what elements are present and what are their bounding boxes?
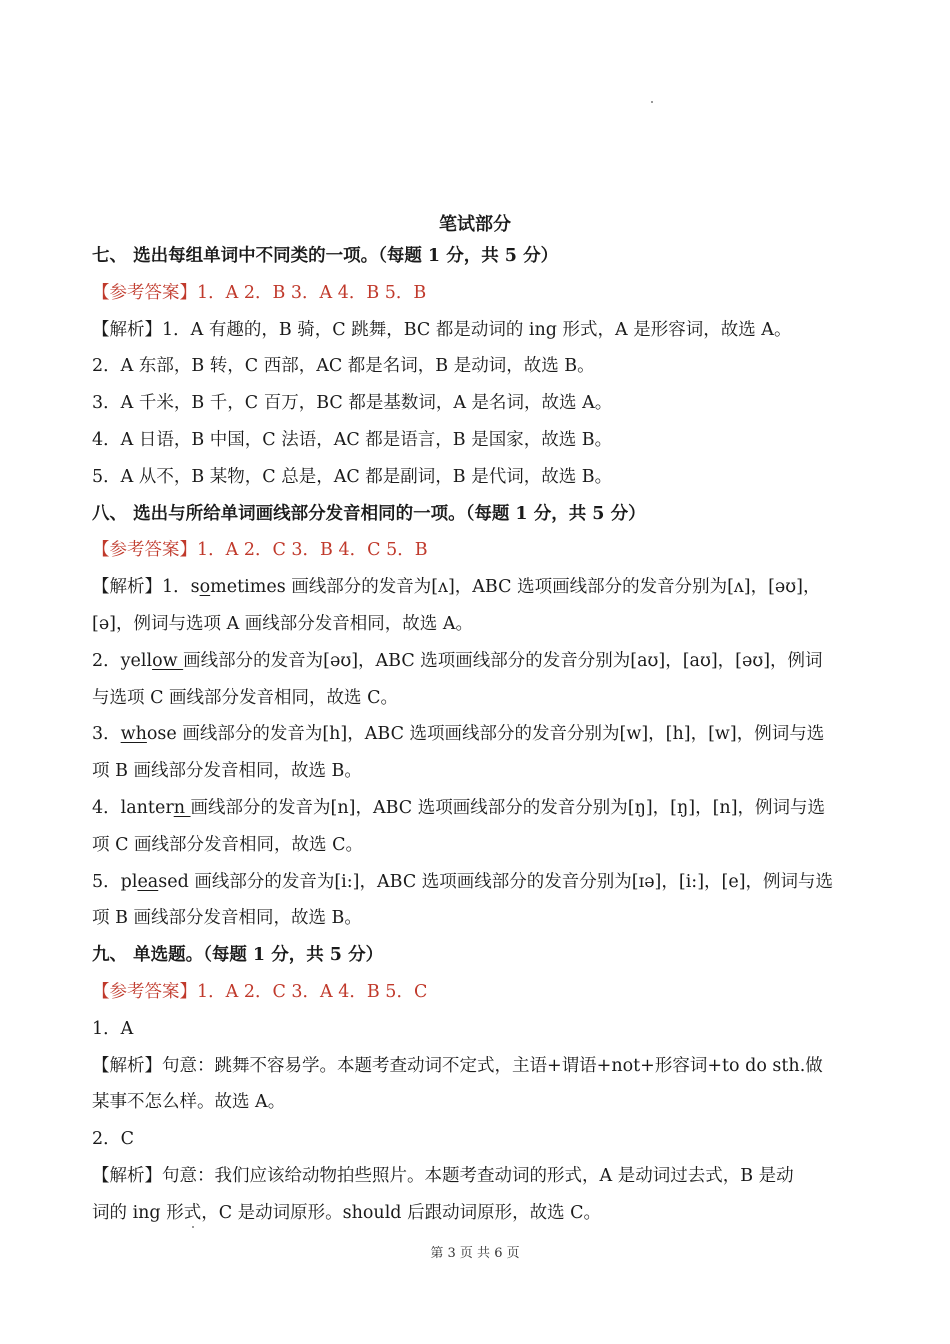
- q4-prefix: 4．lanter: [92, 797, 174, 818]
- section-9-heading: 九、 单选题。（每题 1 分，共 5 分）: [92, 945, 384, 966]
- speck-mark: [651, 101, 653, 103]
- section-8-q1: [92, 569, 862, 606]
- section-8-q1-cont: [ə]，例词与选项 A 画线部分发音相同，故选 A。: [92, 613, 473, 634]
- q1-underlined: o: [199, 577, 211, 598]
- section-8-q5-cont: 项 B 画线部分发音相同，故选 B。: [92, 908, 362, 929]
- q3-rest: 画线部分的发音为[h]，ABC 选项画线部分的发音分别为[w]，[h]，[w]，例词与选: [176, 724, 825, 745]
- section-9-line: 某事不怎么样。故选 A。: [92, 1092, 286, 1113]
- q5-prefix: 5．pl: [92, 871, 138, 892]
- q2-underlined: ow: [152, 650, 184, 671]
- section-8-heading: 八、 选出与所给单词画线部分发音相同的一项。（每题 1 分，共 5 分）: [92, 503, 646, 524]
- section-8-q2-cont: 与选项 C 画线部分发音相同，故选 C。: [92, 687, 398, 708]
- q5-word-rest: sed: [158, 871, 189, 892]
- page-footer: 第 3 页 共 6 页: [430, 1246, 520, 1261]
- section-7-heading: 七、 选出每组单词中不同类的一项。（每题 1 分，共 5 分）: [92, 246, 559, 266]
- section-7-line: 2．A 东部，B 转，C 西部，AC 都是名词，B 是动词，故选 B。: [92, 356, 595, 377]
- q3-word-rest: ose: [146, 724, 177, 745]
- page-title: 笔试部分: [439, 214, 511, 235]
- section-9-line: 词的 ing 形式，C 是动词原形。should 后跟动词原形，故选 C。: [92, 1202, 602, 1223]
- q1-rest: 画线部分的发音为[ʌ]，ABC 选项画线部分的发音分别为[ʌ]，[əʊ]，: [285, 577, 821, 598]
- q5-rest: 画线部分的发音为[i:]，ABC 选项画线部分的发音分别为[ɪə]，[i:]，[e]，例词与选: [188, 871, 834, 892]
- section-8-q3: [92, 716, 862, 753]
- section-9-line: 2．C: [92, 1129, 135, 1150]
- q5-underlined: ea: [137, 871, 159, 892]
- q4-rest: 画线部分的发音为[n]，ABC 选项画线部分的发音分别为[ŋ]，[ŋ]，[n]，例词与选: [190, 797, 826, 818]
- section-8-answer: 【参考答案】1．A 2．C 3．B 4．C 5．B: [92, 540, 428, 561]
- section-9-line: 【解析】句意：我们应该给动物拍些照片。本题考查动词的形式，A 是动词过去式，B 是动: [92, 1165, 794, 1186]
- q2-rest: 画线部分的发音为[əʊ]，ABC 选项画线部分的发音分别为[aʊ]，[aʊ]，[əʊ]，例词: [183, 650, 823, 671]
- section-9-answer: 【参考答案】1．A 2．C 3．A 4．B 5．C: [92, 981, 428, 1002]
- section-7-line: 3．A 千米，B 千，C 百万，BC 都是基数词，A 是名词，故选 A。: [92, 393, 613, 414]
- q2-prefix: 2．yell: [92, 650, 153, 671]
- q1-prefix: 【解析】1．s: [92, 577, 200, 598]
- section-7-line: 5．A 从不，B 某物，C 总是，AC 都是副词，B 是代词，故选 B。: [92, 466, 613, 487]
- q1-word-rest: metimes: [210, 577, 286, 598]
- section-7-line: 【解析】1．A 有趣的，B 骑，C 跳舞，BC 都是动词的 ing 形式，A 是形容词，故选 A。: [92, 319, 792, 340]
- section-8-q4: [92, 790, 862, 827]
- section-8-q3-cont: 项 B 画线部分发音相同，故选 B。: [92, 761, 362, 782]
- q4-underlined: n: [173, 797, 191, 818]
- section-8-q5: [92, 864, 862, 901]
- section-9-line: 1．A: [92, 1018, 134, 1039]
- page-content: [92, 238, 862, 1232]
- q3-underlined: wh: [120, 724, 147, 745]
- q3-prefix: 3．: [92, 724, 121, 745]
- section-7-answer: 【参考答案】1．A 2．B 3．A 4．B 5．B: [92, 282, 427, 303]
- section-8-q2: [92, 643, 862, 680]
- section-9-line: 【解析】句意：跳舞不容易学。本题考查动词不定式，主语+谓语+not+形容词+to do sth.做: [92, 1055, 823, 1076]
- section-8-q4-cont: 项 C 画线部分发音相同，故选 C。: [92, 834, 363, 855]
- section-7-line: 4．A 日语，B 中国，C 法语，AC 都是语言，B 是国家，故选 B。: [92, 429, 613, 450]
